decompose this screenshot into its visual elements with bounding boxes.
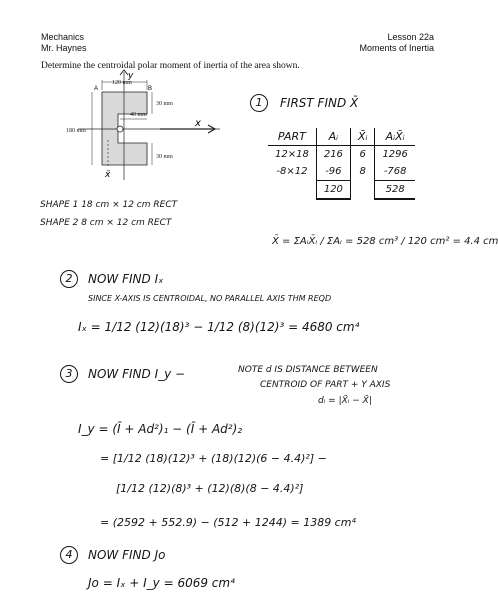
teacher-name: Mr. Haynes [41,43,87,53]
course-name: Mechanics [41,32,85,42]
xbar-label: x̄ [105,170,111,180]
dim-bottom-flange: 30 mm [156,154,173,160]
step4-title: NOW FIND Jo [88,548,166,562]
point-a-label: A [94,86,99,92]
shape1-desc: SHAPE 1 18 cm × 12 cm RECT [40,200,178,210]
step3-line-4: = (2592 + 552.9) − (512 + 1244) = 1389 cm⁴ [100,516,356,529]
step3-line-1: I_y = (Ī + Ad²)₁ − (Ī + Ad²)₂ [78,422,243,436]
step3-line-2: = [1/12 (18)(12)³ + (18)(12)(6 − 4.4)²] − [100,452,327,465]
step2-title: NOW FIND Iₓ [88,272,164,286]
step2-note: SINCE X-AXIS IS CENTROIDAL, NO PARALLEL AXIS THM REQD [88,294,332,303]
total-ax: 528 [375,181,415,200]
channel-shape [102,92,147,165]
step3-note-3: dᵢ = |X̄ᵢ − X̄| [318,396,372,406]
dim-width: 120 mm [112,80,132,86]
step3-number: 3 [60,365,78,383]
col-area: Aᵢ [316,128,350,146]
lesson-topic: Moments of Inertia [359,43,434,53]
step1-title: FIRST FIND X̄ [280,96,359,110]
y-axis-label: y [128,71,134,81]
step3-note-1: NOTE d IS DISTANCE BETWEEN [238,365,378,375]
table-row: -8×12 -96 8 -768 [268,163,415,181]
channel-section-figure [50,70,220,190]
col-xbar: X̄ᵢ [350,128,375,146]
point-b-label: B [148,86,153,92]
table-row: 12×18 216 6 1296 [268,146,415,164]
step3-title: NOW FIND I_y − [88,367,186,381]
step1-number: 1 [250,94,268,112]
centroid-marker [117,126,123,132]
header-right [359,32,434,54]
step3-note-2: CENTROID OF PART + Y AXIS [260,380,391,390]
step3-line-3: [1/12 (12)(8)³ + (12)(8)(8 − 4.4)²] [116,482,304,495]
step4-equation: Jo = Iₓ + I_y = 6069 cm⁴ [88,576,235,590]
problem-statement: Determine the centroidal polar moment of inertia of the area shown. [41,61,300,71]
total-area: 120 [316,181,350,200]
step1-result: X̄ = ΣAᵢX̄ᵢ / ΣAᵢ = 528 cm³ / 120 cm² = 4.4 cm [272,236,498,247]
step2-equation: Iₓ = 1/12 (12)(18)³ − 1/12 (8)(12)³ = 4680 cm⁴ [78,320,360,334]
header-left [41,32,87,54]
step4-number: 4 [60,546,78,564]
centroid-table [268,128,415,200]
dim-web: 40 mm [130,112,147,118]
x-axis-label: x [195,118,201,129]
step2-number: 2 [60,270,78,288]
shape2-desc: SHAPE 2 8 cm × 12 cm RECT [40,218,172,228]
col-part: PART [268,128,316,146]
dim-top-flange: 30 mm [156,101,173,107]
col-ax: AᵢX̄ᵢ [375,128,415,146]
dim-height: 180 mm [66,128,86,134]
lesson-number: Lesson 22a [387,32,434,42]
table-row [268,181,415,200]
